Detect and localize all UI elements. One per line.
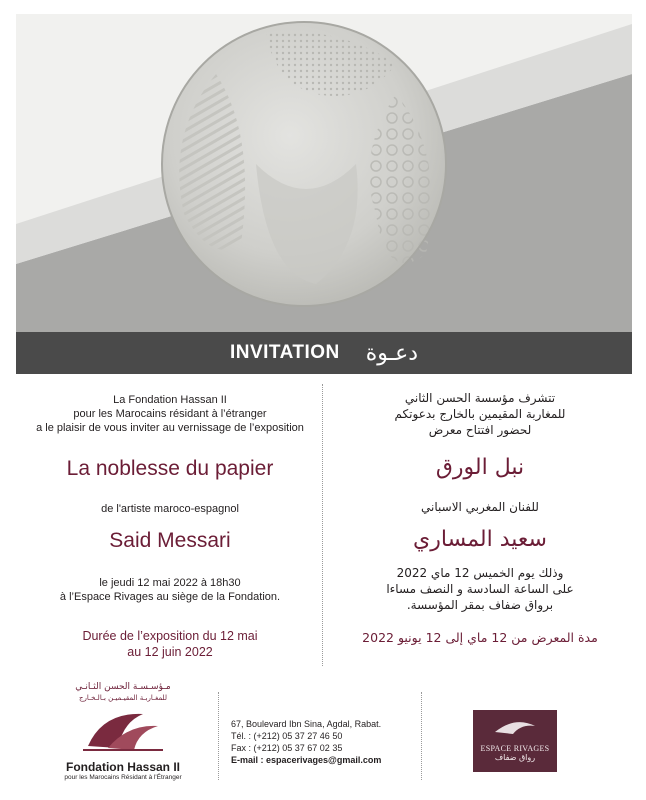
logo-ar-line1: مـؤسـسـة الحسن الثـانـي [75, 682, 171, 692]
ar-date [330, 565, 630, 613]
logo-ar-line2: للمغـاربـة المقيـميـن بـالـخـارج [79, 694, 167, 702]
fr-intro-line: a le plaisir de vous inviter au vernissage de l’exposition [36, 422, 304, 434]
invitation-banner [16, 332, 632, 374]
contact-address: 67, Boulevard Ibn Sina, Agdal, Rabat. [231, 719, 382, 729]
fr-duration [20, 628, 320, 660]
fr-date [20, 576, 320, 604]
fr-duration-line: au 12 juin 2022 [127, 645, 213, 659]
foundation-logo [48, 682, 198, 792]
fr-exhibition-title: La noblesse du papier [66, 457, 274, 480]
ar-intro-line: تتشرف مؤسسة الحسن الثاني [404, 391, 556, 405]
foundation-emblem-icon [48, 704, 198, 756]
fr-intro-line: pour les Marocains résidant à l’étranger [73, 408, 267, 420]
column-divider [322, 384, 323, 666]
logo-arabic [48, 682, 198, 704]
artwork-image [16, 14, 632, 332]
banner-title-fr: INVITATION [229, 342, 340, 363]
contact-block [231, 718, 381, 766]
ar-date-line: وذلك يوم الخميس 12 ماي 2022 [396, 566, 564, 580]
ar-date-line: برواق ضفاف بمقر المؤسسة. [406, 598, 554, 612]
fr-artist-prefix: de l'artiste maroco-espagnol [101, 503, 239, 515]
ar-intro-line: للمغاربة المقيمين بالخارج بدعوتكم [394, 407, 566, 421]
logo-subtitle: pour les Marocains Résidant à l'Étranger [64, 774, 182, 781]
fr-artist-name: Said Messari [109, 529, 231, 552]
ar-intro-line: لحضور افتتاح معرض [428, 423, 532, 437]
contact-tel: Tél. : (+212) 05 37 27 46 50 [231, 731, 343, 741]
rivages-arabic: رواق ضفاف [494, 753, 536, 762]
ar-exhibition-title: نبل الورق [435, 455, 525, 480]
ar-intro [330, 390, 630, 438]
ar-date-line: على الساعة السادسة و النصف مساءا [386, 582, 574, 596]
rivages-name: ESPACE RIVAGES [480, 744, 550, 753]
banner-title-ar: دعـوة [365, 340, 419, 366]
fr-intro [20, 393, 320, 435]
footer-divider [218, 692, 219, 780]
fr-date-line: le jeudi 12 mai 2022 à 18h30 [99, 577, 241, 589]
ar-artist-prefix: للفنان المغربي الاسباني [421, 500, 539, 514]
fr-intro-line: La Fondation Hassan II [113, 394, 227, 406]
logo-name: Fondation Hassan II [65, 760, 180, 774]
fr-date-line: à l’Espace Rivages au siège de la Fondation. [59, 591, 281, 603]
footer-divider [421, 692, 422, 780]
ar-duration: مدة المعرض من 12 ماي إلى 12 يونيو 2022 [362, 630, 598, 645]
fr-duration-line: Durée de l’exposition du 12 mai [82, 629, 258, 643]
ar-artist-name: سعيد المساري [413, 527, 547, 552]
espace-rivages-logo [473, 710, 557, 772]
contact-fax: Fax : (+212) 05 37 67 02 35 [231, 743, 343, 753]
rivages-wave-icon [473, 710, 557, 740]
contact-email[interactable]: E-mail : espacerivages@gmail.com [231, 755, 382, 765]
